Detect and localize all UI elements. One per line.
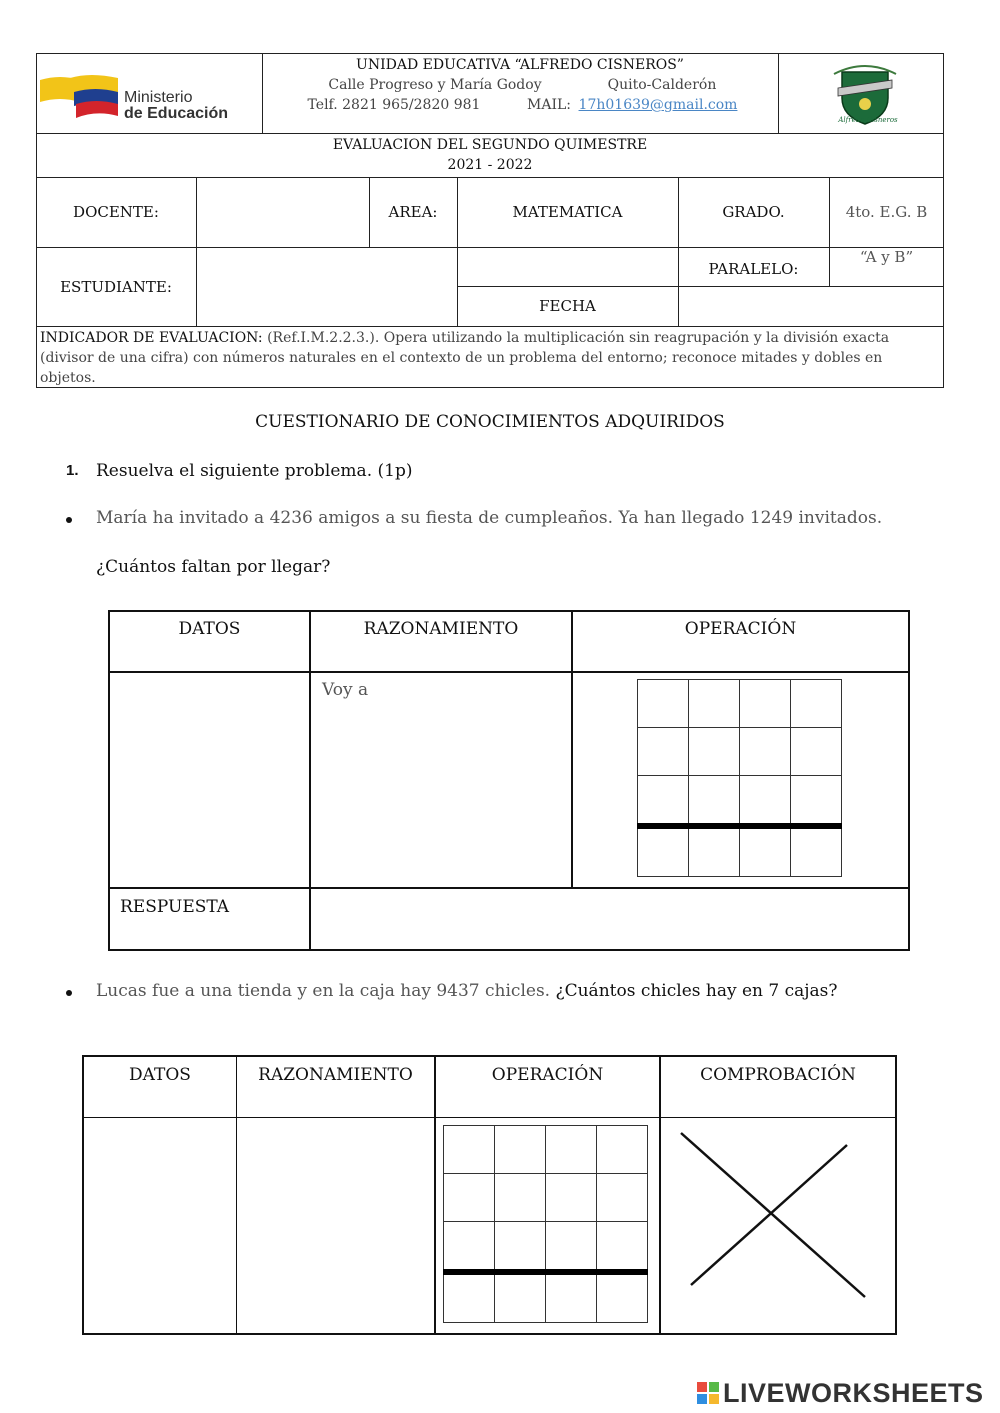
school-phone: Telf. 2821 965/2820 981 [307,97,481,113]
area-label: AREA: [388,203,438,221]
crest-text: Alfredo Cisneros [838,116,898,124]
paralelo-label: PARALELO: [708,259,799,278]
p2-header-comprobacion: COMPROBACIÓN [700,1065,856,1085]
grado-value: 4to. E.G. B [845,203,928,221]
problem2-text: Lucas fue a una tienda y en la caja hay 9437 chicles. [96,981,551,1001]
divider [236,1055,237,1335]
school-crest [830,58,900,130]
divider [571,610,573,889]
paralelo-value: “A y B” [859,248,914,266]
indicator [40,328,940,388]
divider [36,133,944,134]
divider [434,1055,436,1335]
divider [36,326,944,327]
p1-operation-grid[interactable] [637,679,842,877]
docente-field[interactable] [197,178,369,247]
eval-title: EVALUACION DEL SEGUNDO QUIMESTRE [332,137,648,153]
p1-reasoning[interactable]: Voy a [322,680,369,700]
indicator-text: (Ref.I.M.2.2.3.). Opera utilizando la multiplicación sin reagrupación y la división exacta (divisor de una cifra) con números naturales en el contexto de un problema del entorno; reconoce mitades y dobles en objetos. [40,330,890,386]
problem2-question: ¿Cuántos chicles hay en 7 cajas? [555,981,838,1001]
liveworksheets-logo [696,1378,984,1408]
area-value: MATEMATICA [512,203,623,221]
p2-header-operacion: OPERACIÓN [491,1065,604,1085]
grado-label: GRADO. [722,203,785,221]
divider [82,1117,897,1118]
indicator-label: INDICADOR DE EVALUACION: [40,330,263,346]
fecha-label: FECHA [539,297,596,315]
divider [108,887,910,889]
p1-header-operacion: OPERACIÓN [684,619,797,639]
liveworksheets-icon [696,1381,720,1405]
cross-out-icon [661,1119,895,1333]
school-address: Calle Progreso y María Godoy [328,77,542,93]
bullet-dot [66,990,72,996]
eval-year: 2021 - 2022 [447,157,533,173]
p2-reasoning-field[interactable] [238,1119,434,1333]
mail-label: MAIL: [527,97,571,113]
estudiante-label: ESTUDIANTE: [60,277,172,296]
problem2 [96,981,838,1001]
q1-number: 1. [66,462,79,479]
p2-header-datos: DATOS [129,1065,191,1085]
p1-answer-label: RESPUESTA [120,897,230,917]
p1-answer-field[interactable] [312,890,908,949]
q1-title: Resuelva el siguiente problema. (1p) [96,461,413,481]
p1-datos-field[interactable] [110,673,309,887]
p2-operation-grid[interactable] [443,1125,648,1323]
problem1-question: ¿Cuántos faltan por llegar? [96,557,331,577]
bullet-dot [66,517,72,523]
p1-header-razonamiento: RAZONAMIENTO [363,619,519,639]
fecha-field[interactable] [679,287,943,326]
questionnaire-title: CUESTIONARIO DE CONOCIMIENTOS ADQUIRIDOS [255,412,725,432]
p1-header-datos: DATOS [178,619,241,639]
ministry-logo [40,74,260,130]
ministry-line2: de Educación [124,105,229,122]
p2-datos-field[interactable] [84,1119,236,1333]
school-name: UNIDAD EDUCATIVA “ALFREDO CISNEROS” [356,57,684,73]
mail-link[interactable]: 17h01639@gmail.com [578,97,738,113]
ecuador-flag-icon [40,74,120,126]
divider [778,53,779,133]
brand-text: LIVEWORKSHEETS [723,1377,984,1408]
p2-header-razonamiento: RAZONAMIENTO [258,1065,413,1085]
docente-label: DOCENTE: [73,203,159,221]
estudiante-field[interactable] [197,248,457,326]
problem1-text: María ha invitado a 4236 amigos a su fiesta de cumpleaños. Ya han llegado 1249 invitados. [96,508,883,528]
school-city: Quito-Calderón [607,77,717,93]
ministry-line1: Ministerio [124,89,193,106]
divider [309,610,311,951]
